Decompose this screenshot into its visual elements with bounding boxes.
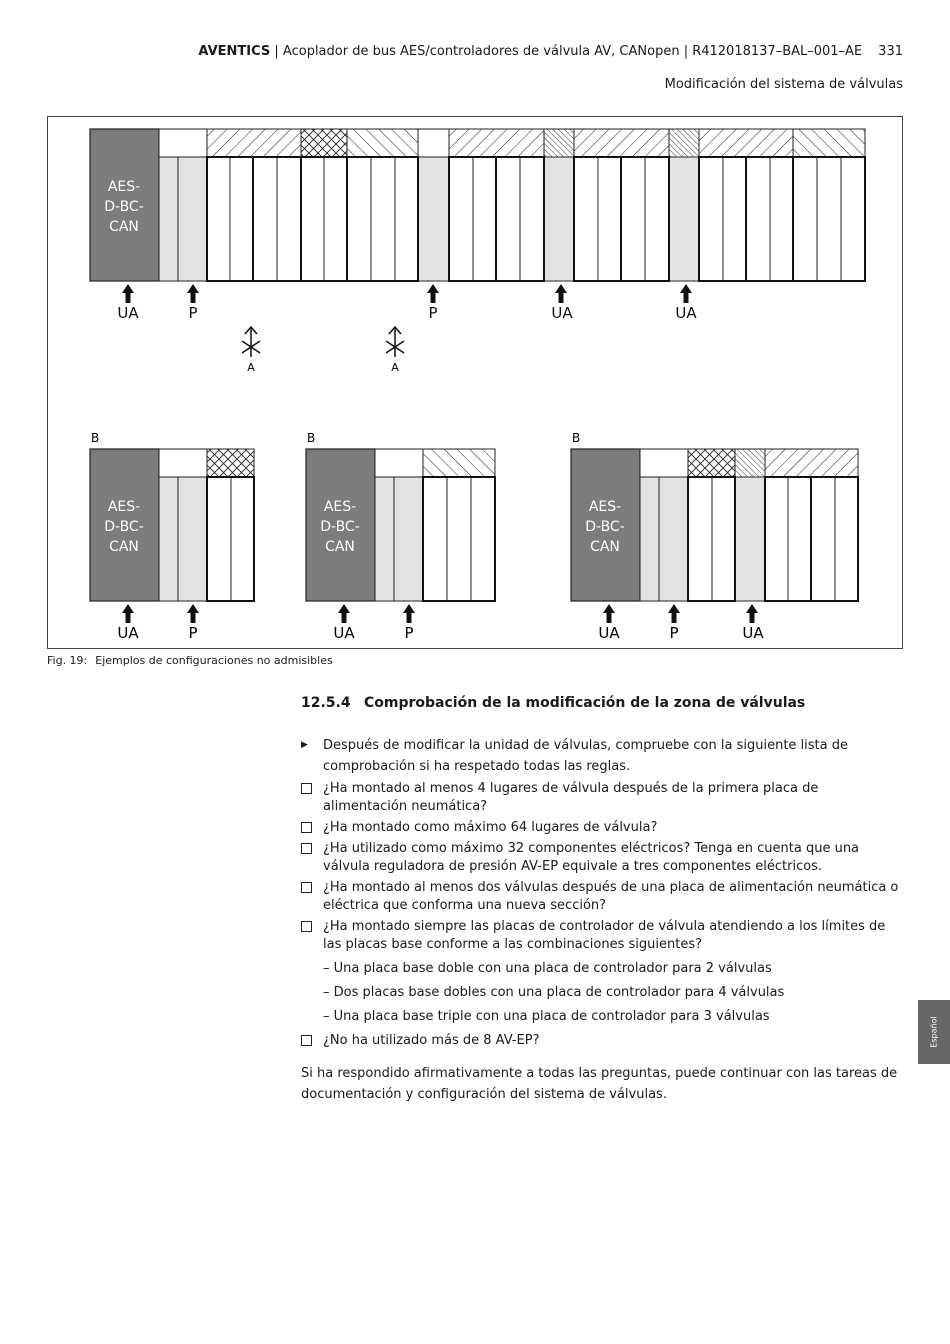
label-b: B (307, 431, 316, 445)
bottom-assembly-2 (306, 449, 495, 601)
checklist-text: ¿Ha utilizado como máximo 32 componentes eléctricos? Tenga en cuenta que una válvula reguladora de presión AV-EP equivale a tres componentes eléctricos. (323, 841, 860, 874)
header-title: | Acoplador de bus AES/controladores de válvula AV, CANopen | R412018137–BAL–001–AE (270, 44, 863, 59)
section-title: Comprobación de la modificación de la zona de válvulas (364, 695, 806, 711)
checkbox-icon (301, 921, 312, 932)
label-a: A (391, 361, 399, 374)
checkbox-icon (301, 843, 312, 854)
arrow-up-icon (122, 284, 134, 303)
separator-symbol-icon (242, 327, 260, 357)
label-ua: UA (675, 304, 697, 322)
checklist-item (301, 819, 903, 837)
checklist-item (301, 840, 903, 876)
label-p: P (188, 624, 198, 642)
closing-paragraph: Si ha respondido afirmativamente a todas las preguntas, puede continuar con las tareas de documentación y configuración del sistema de válvulas. (301, 1066, 898, 1102)
checklist-text: ¿Ha montado siempre las placas de controlador de válvula atendiendo a los límites de las placas base conforme a las combinaciones siguientes? (323, 919, 886, 952)
label-p: P (188, 304, 198, 322)
coupler-label: AES- (323, 499, 357, 515)
coupler-label: CAN (109, 539, 139, 555)
coupler-label: AES- (588, 499, 622, 515)
arrow-up-icon (403, 604, 415, 623)
checkbox-icon (301, 882, 312, 893)
arrow-up-icon (427, 284, 439, 303)
separator-symbol-icon (386, 327, 404, 357)
language-side-tab (918, 1000, 950, 1064)
arrow-up-icon (187, 604, 199, 623)
section-heading (301, 695, 805, 711)
checkbox-icon (301, 1035, 312, 1046)
bottom-assembly-1 (90, 449, 254, 601)
language-label: Español (929, 1016, 939, 1048)
coupler-label: CAN (325, 539, 355, 555)
combination-item: – Una placa base doble con una placa de controlador para 2 válvulas (323, 961, 772, 976)
label-p: P (404, 624, 414, 642)
arrow-up-icon (746, 604, 758, 623)
coupler-label: AES- (107, 179, 141, 195)
checklist-text: ¿No ha utilizado más de 8 AV-EP? (323, 1033, 540, 1048)
arrow-up-icon (338, 604, 350, 623)
combination-item: – Una placa base triple con una placa de controlador para 3 válvulas (323, 1009, 770, 1024)
label-ua: UA (333, 624, 355, 642)
arrow-up-icon (668, 604, 680, 623)
label-b: B (91, 431, 100, 445)
label-a: A (247, 361, 255, 374)
label-ua: UA (117, 304, 139, 322)
section-header: Modificación del sistema de válvulas (664, 77, 903, 92)
checklist-item (301, 780, 903, 816)
coupler-label: CAN (109, 219, 139, 235)
combination-item: – Dos placas base dobles con una placa de controlador para 4 válvulas (323, 985, 785, 1000)
arrow-up-icon (187, 284, 199, 303)
label-b: B (572, 431, 581, 445)
header-brand: AVENTICS (198, 44, 271, 59)
instruction-text: Después de modificar la unidad de válvulas, compruebe con la siguiente lista de comprobación si ha respetado todas las reglas. (323, 738, 848, 774)
arrow-up-icon (122, 604, 134, 623)
checklist-text: ¿Ha montado al menos dos válvulas después de una placa de alimentación neumática o eléctrica que conforma una nueva sección? (323, 880, 899, 913)
caption-number: Fig. 19: (47, 654, 88, 667)
arrow-up-icon (603, 604, 615, 623)
top-row-assembly (90, 129, 865, 281)
arrow-up-icon (680, 284, 692, 303)
coupler-label: D-BC- (104, 519, 144, 535)
coupler-label: D-BC- (104, 199, 144, 215)
checklist-item (301, 918, 903, 954)
figure-valve-configurations (47, 116, 903, 649)
coupler-label: D-BC- (320, 519, 360, 535)
checklist-item (301, 879, 903, 915)
triangle-bullet-icon: ▶ (301, 740, 308, 750)
checklist-text: ¿Ha montado como máximo 64 lugares de válvula? (323, 820, 658, 835)
label-ua: UA (551, 304, 573, 322)
label-p: P (669, 624, 679, 642)
label-ua: UA (742, 624, 764, 642)
arrow-up-icon (555, 284, 567, 303)
checkbox-icon (301, 783, 312, 794)
running-header (198, 44, 903, 59)
label-ua: UA (598, 624, 620, 642)
section-number: 12.5.4 (301, 695, 351, 711)
page-number: 331 (878, 44, 903, 59)
coupler-label: D-BC- (585, 519, 625, 535)
checklist-body (301, 735, 903, 1050)
label-p: P (428, 304, 438, 322)
instruction-step (301, 735, 903, 777)
label-ua: UA (117, 624, 139, 642)
checkbox-icon (301, 822, 312, 833)
figure-caption (47, 654, 333, 667)
coupler-label: AES- (107, 499, 141, 515)
bottom-assembly-3 (571, 449, 858, 601)
checklist-item (301, 1032, 903, 1050)
checklist-text: ¿Ha montado al menos 4 lugares de válvula después de la primera placa de alimentación neumática? (323, 781, 819, 814)
caption-text: Ejemplos de configuraciones no admisibles (95, 654, 333, 667)
combination-list (301, 960, 903, 1026)
coupler-label: CAN (590, 539, 620, 555)
